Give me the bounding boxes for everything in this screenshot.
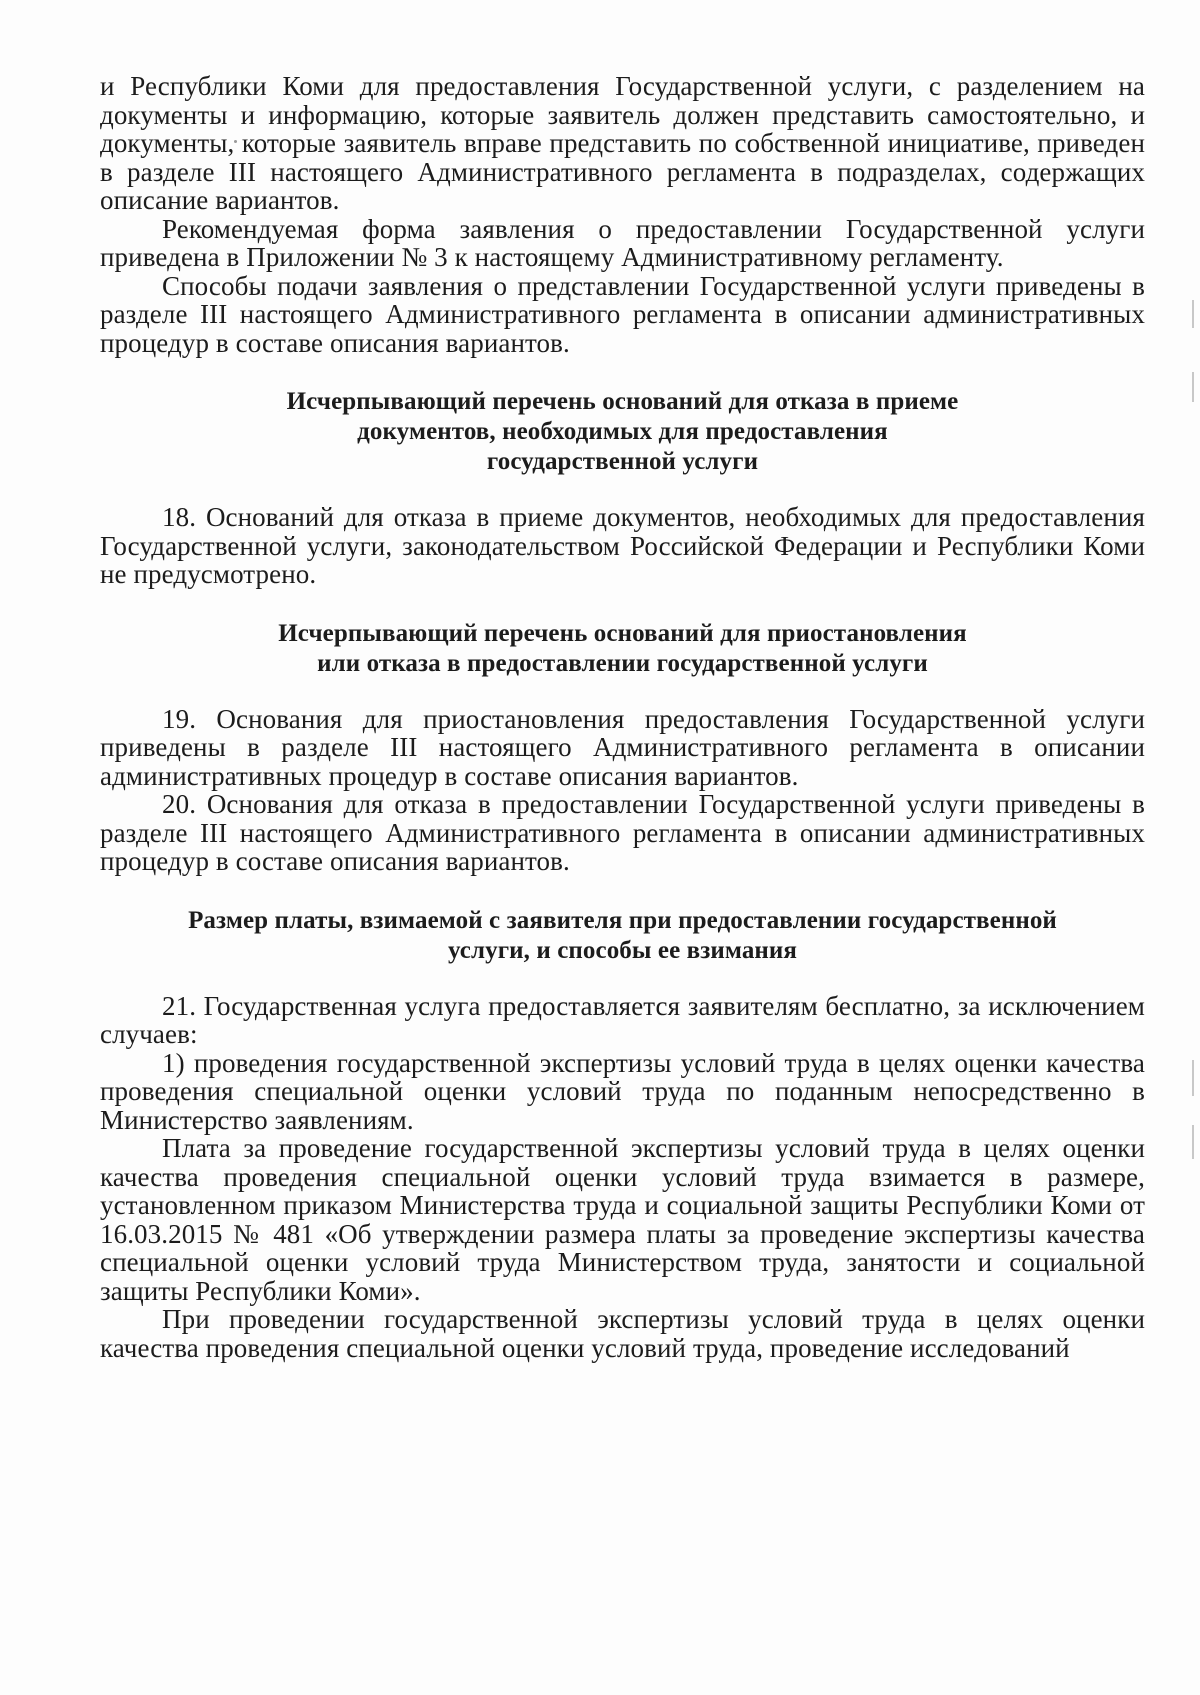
heading-line: Размер платы, взимаемой с заявителя при предоставлении государственной (188, 906, 1057, 934)
fee-paragraph: Плата за проведение государственной экспертизы условий труда в целях оценки качества проведения специальной оценки условий труда взимается в размере, установленном приказом Министерства труда и социальной защиты Республики Коми от 16.03.2015 № 481 «Об утверждении размера платы за проведение экспертизы качества специальной оценки условий труда Министерством труда, занятости и социальной защиты Республики Коми». (100, 1133, 1145, 1306)
last-paragraph: При проведении государственной экспертизы условий труда в целях оценки качества проведения специальной оценки условий труда, проведение исследований (100, 1304, 1145, 1363)
heading-line: Исчерпывающий перечень оснований для отказа в приеме (286, 388, 959, 415)
heading-line: услуги, и способы ее взимания (447, 936, 798, 964)
heading-refusal-docs (100, 387, 1145, 477)
scan-edge-mark (1192, 1125, 1194, 1159)
heading-suspension (100, 619, 1145, 679)
item-18: 18. Оснований для отказа в приеме документов, необходимых для предоставления Государственной услуги, законодательством Российской Федерации и Республики Коми не предусмотрено. (100, 502, 1145, 589)
submission-paragraph: Способы подачи заявления о представлении Государственной услуги приведены в разделе III настоящего Административного регламента в описании административных процедур в составе описания вариантов. (100, 270, 1145, 358)
heading-line: государственной услуги (486, 448, 759, 475)
scan-edge-mark (1192, 1060, 1194, 1096)
scan-edge-mark (1192, 300, 1194, 328)
item-19: 19. Основания для приостановления предоставления Государственной услуги приведены в разделе III настоящего Административного регламента в описании административных процедур в составе описания вариантов. (100, 703, 1145, 791)
document-body (100, 72, 1145, 1362)
heading-fee (100, 906, 1145, 966)
item-21-subitem-1: 1) проведения государственной экспертизы условий труда в целях оценки качества проведения специальной оценки условий труда по поданным непосредственно в Министерство заявлениям. (100, 1047, 1145, 1135)
item-20: 20. Основания для отказа в предоставлении Государственной услуги приведены в разделе III настоящего Административного регламента в описании административных процедур в составе описания вариантов. (100, 789, 1145, 876)
heading-line: документов, необходимых для предоставления (357, 418, 888, 445)
heading-line: или отказа в предоставлении государственной услуги (317, 649, 928, 677)
form-paragraph: Рекомендуемая форма заявления о предоставлении Государственной услуги приведена в Приложении № 3 к настоящему Административному регламенту. (100, 213, 1145, 272)
item-21: 21. Государственная услуга предоставляется заявителям бесплатно, за исключением случаев: (100, 990, 1145, 1049)
heading-line: Исчерпывающий перечень оснований для приостановления (278, 619, 967, 647)
scan-edge-mark (1192, 372, 1194, 402)
intro-paragraph: и Республики Коми для предоставления Государственной услуги, с разделением на документы и информацию, которые заявитель должен представить самостоятельно, и документы, которые заявитель вправе представить по собственной инициативе, приведен в разделе III настоящего Административного регламента в подразделах, содержащих описание вариантов. (100, 71, 1145, 215)
